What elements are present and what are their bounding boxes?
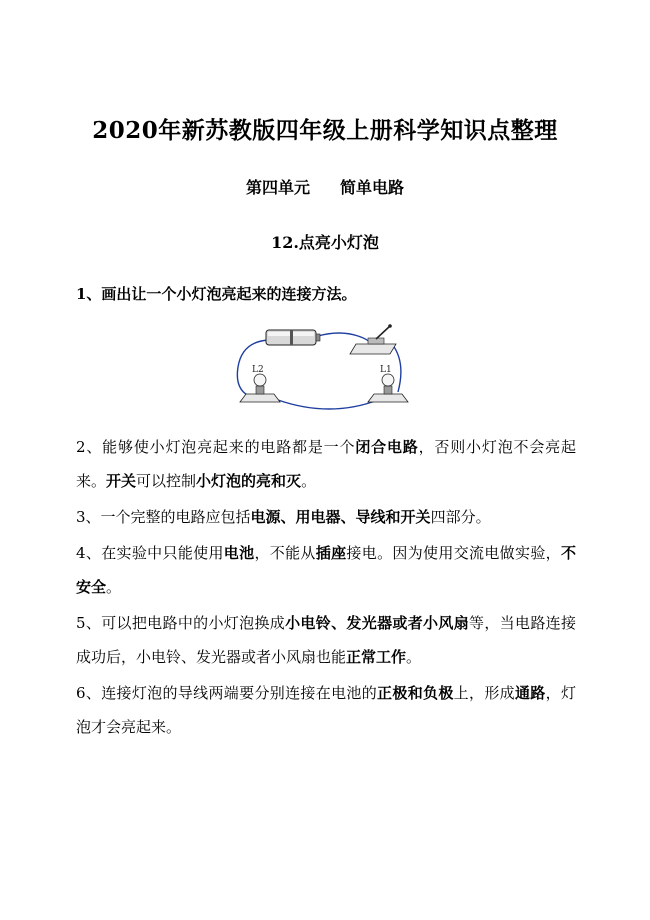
battery — [266, 330, 320, 345]
key-term: 通路 — [514, 684, 546, 702]
text-segment: ，灯泡才会亮起来。 — [76, 684, 576, 736]
bulb-l2 — [240, 374, 280, 402]
knowledge-point — [76, 606, 576, 674]
text-segment: 5、可以把电路中的小灯泡换成 — [76, 614, 286, 632]
key-term: 小灯泡的亮和灭 — [196, 472, 302, 490]
text-segment: 上，形成 — [453, 684, 515, 702]
text-segment: 。 — [301, 472, 317, 490]
text-segment: ，不能从 — [254, 544, 316, 562]
bulb-l1 — [368, 374, 408, 402]
knowledge-point — [76, 430, 576, 498]
key-term: 闭合电路 — [355, 438, 419, 456]
knowledge-point — [76, 500, 576, 534]
text-segment: 6、连接灯泡的导线两端要分别连接在电池的 — [76, 684, 378, 702]
key-term: 开关 — [106, 472, 137, 490]
switch — [350, 324, 396, 354]
text-segment: 4、在实验中只能使用 — [76, 544, 224, 562]
knowledge-point — [76, 536, 576, 604]
key-term: 插座 — [315, 544, 347, 562]
question-1: 1、画出让一个小灯泡亮起来的连接方法。 — [76, 285, 357, 303]
lesson-heading: 12.点亮小灯泡 — [271, 233, 379, 252]
text-segment: 可以控制 — [136, 472, 197, 490]
wire-bottom — [278, 400, 378, 409]
text-segment: 接电。因为使用交流电做实验， — [346, 544, 561, 562]
unit-name: 简单电路 — [340, 178, 405, 197]
wire-top-right — [318, 333, 370, 344]
bulb-l1-label: L1 — [380, 365, 392, 375]
key-term: 正常工作 — [346, 648, 407, 666]
key-term: 电源、用电器、导线和开关 — [250, 508, 431, 526]
wire-switch-to-l1 — [392, 344, 401, 392]
key-term: 电池 — [223, 544, 255, 562]
key-term: 正极和负极 — [377, 684, 454, 702]
bulb-l2-label: L2 — [252, 365, 264, 375]
text-segment: 3、一个完整的电路应包括 — [76, 508, 251, 526]
text-segment: 等，当电路连接成功后，小电铃、发光器或者小风扇也能 — [76, 614, 576, 666]
circuit-diagram — [230, 322, 415, 414]
text-segment: ，否则小灯泡不会亮起来。 — [76, 438, 576, 490]
text-segment: 。 — [406, 648, 422, 666]
knowledge-points — [76, 430, 576, 746]
key-term: 不安全 — [76, 544, 576, 596]
text-segment: 2、能够使小灯泡亮起来的电路都是一个 — [76, 438, 356, 456]
knowledge-point — [76, 676, 576, 744]
unit-heading — [0, 175, 650, 198]
document-title: 2020年新苏教版四年级上册科学知识点整理 — [92, 117, 558, 144]
text-segment: 。 — [106, 578, 122, 596]
text-segment: 四部分。 — [430, 508, 491, 526]
unit-number: 第四单元 — [245, 178, 310, 197]
key-term: 小电铃、发光器或者小风扇 — [285, 614, 470, 632]
